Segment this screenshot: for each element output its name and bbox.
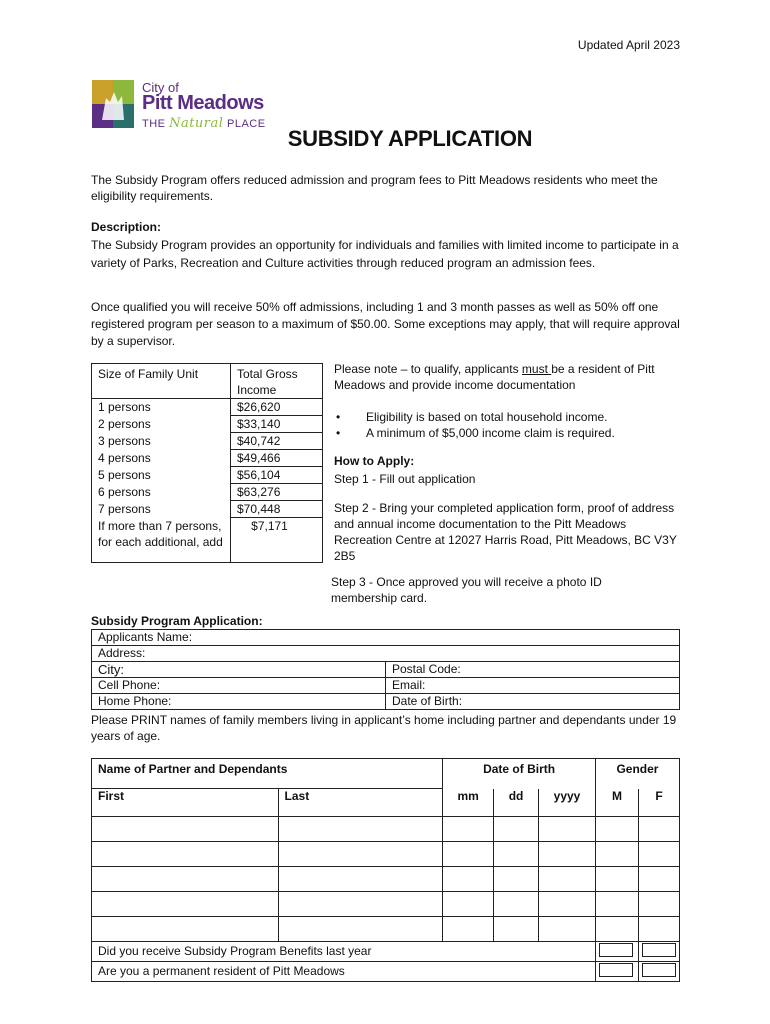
income-table: [91, 363, 323, 563]
mm-col-header: mm: [443, 789, 494, 817]
how-to-apply-heading: How to Apply:: [334, 454, 415, 468]
logo-the: THE: [142, 118, 166, 130]
resident-question: Are you a permanent resident of Pitt Meadows: [92, 962, 596, 982]
table-row: If more than 7 persons, for each additional, add $7,171: [92, 518, 323, 563]
table-row: 7 persons $70,448: [92, 501, 323, 518]
table-row: 5 persons $56,104: [92, 467, 323, 484]
table-row[interactable]: [92, 917, 680, 942]
application-form: [91, 629, 680, 710]
table-row[interactable]: [92, 867, 680, 892]
table-row[interactable]: [92, 842, 680, 867]
list-item: • A minimum of $5,000 income claim is required.: [334, 425, 679, 441]
step-2: Step 2 - Bring your completed application form, proof of address and annual income documentation to the Pitt Meadows Recreation Centre at 12027 Harris Road, Pitt Meadows, BC V3Y 2B5: [334, 501, 677, 563]
table-row: 1 persons $26,620: [92, 399, 323, 416]
description-text: The Subsidy Program provides an opportunity for individuals and families with limited income to participate in a variety of Parks, Recreation and Culture activities through reduced program an admission fees.: [91, 238, 679, 270]
page-title: SUBSIDY APPLICATION: [287, 126, 533, 151]
eligibility-list: [334, 409, 679, 441]
dob-header: Date of Birth: [443, 759, 596, 789]
logo-pitt-meadows: Pitt Meadows: [142, 92, 264, 114]
description-heading: Description:: [91, 220, 162, 234]
f-col-header: F: [639, 789, 680, 817]
resident-yes-checkbox[interactable]: [599, 963, 633, 977]
list-item: • Eligibility is based on total household income.: [334, 409, 679, 425]
updated-date: Updated April 2023: [577, 38, 680, 52]
home-phone-field[interactable]: Home Phone:: [92, 694, 386, 710]
table-row: 3 persons $40,742: [92, 433, 323, 450]
name-header: Name of Partner and Dependants: [92, 759, 443, 789]
logo-mark-icon: [92, 80, 134, 128]
benefits-no-checkbox[interactable]: [642, 943, 676, 957]
m-col-header: M: [595, 789, 638, 817]
applicant-name-field[interactable]: Applicants Name:: [92, 630, 680, 646]
table-row[interactable]: [92, 817, 680, 842]
city-field[interactable]: City:: [92, 662, 386, 678]
income-col-size-header: Size of Family Unit: [92, 364, 231, 399]
dd-col-header: dd: [494, 789, 539, 817]
first-col-header: First: [92, 789, 279, 817]
yyyy-col-header: yyyy: [539, 789, 596, 817]
logo-natural: Natural: [169, 116, 224, 131]
city-logo: [92, 80, 282, 130]
benefits-question: Did you receive Subsidy Program Benefits last year: [92, 942, 596, 962]
table-row: 6 persons $63,276: [92, 484, 323, 501]
cell-phone-field[interactable]: Cell Phone:: [92, 678, 386, 694]
table-row: 4 persons $49,466: [92, 450, 323, 467]
table-row: 2 persons $33,140: [92, 416, 323, 433]
qualified-text: Once qualified you will receive 50% off admissions, including 1 and 3 month passes as well as 50% off one registered program per season to a maximum of $50.00. Some exceptions may apply, that will require approval by a supervisor.: [91, 300, 680, 348]
income-col-income-header: Total Gross Income: [231, 364, 323, 399]
qualify-note: Please note – to qualify, applicants must be a resident of Pitt Meadows and provide income documentation: [334, 362, 655, 392]
intro-text: The Subsidy Program offers reduced admission and program fees to Pitt Meadows residents who meet the eligibility requirements.: [91, 173, 658, 203]
family-table: [91, 758, 680, 982]
benefits-yes-checkbox[interactable]: [599, 943, 633, 957]
date-of-birth-field[interactable]: Date of Birth:: [386, 694, 680, 710]
resident-no-checkbox[interactable]: [642, 963, 676, 977]
address-field[interactable]: Address:: [92, 646, 680, 662]
last-col-header: Last: [278, 789, 443, 817]
logo-city-of: City of: [142, 80, 179, 95]
print-note: Please PRINT names of family members living in applicant’s home including partner and dependants under 19 years of age.: [91, 713, 677, 743]
step-3: Step 3 - Once approved you will receive a photo ID membership card.: [331, 575, 602, 605]
must-emphasis: must: [521, 362, 552, 376]
application-heading: Subsidy Program Application:: [91, 614, 263, 628]
step-1: Step 1 - Fill out application: [334, 472, 476, 486]
email-field[interactable]: Email:: [386, 678, 680, 694]
logo-place: PLACE: [226, 118, 266, 130]
gender-header: Gender: [595, 759, 679, 789]
postal-code-field[interactable]: Postal Code:: [386, 662, 680, 678]
table-row[interactable]: [92, 892, 680, 917]
